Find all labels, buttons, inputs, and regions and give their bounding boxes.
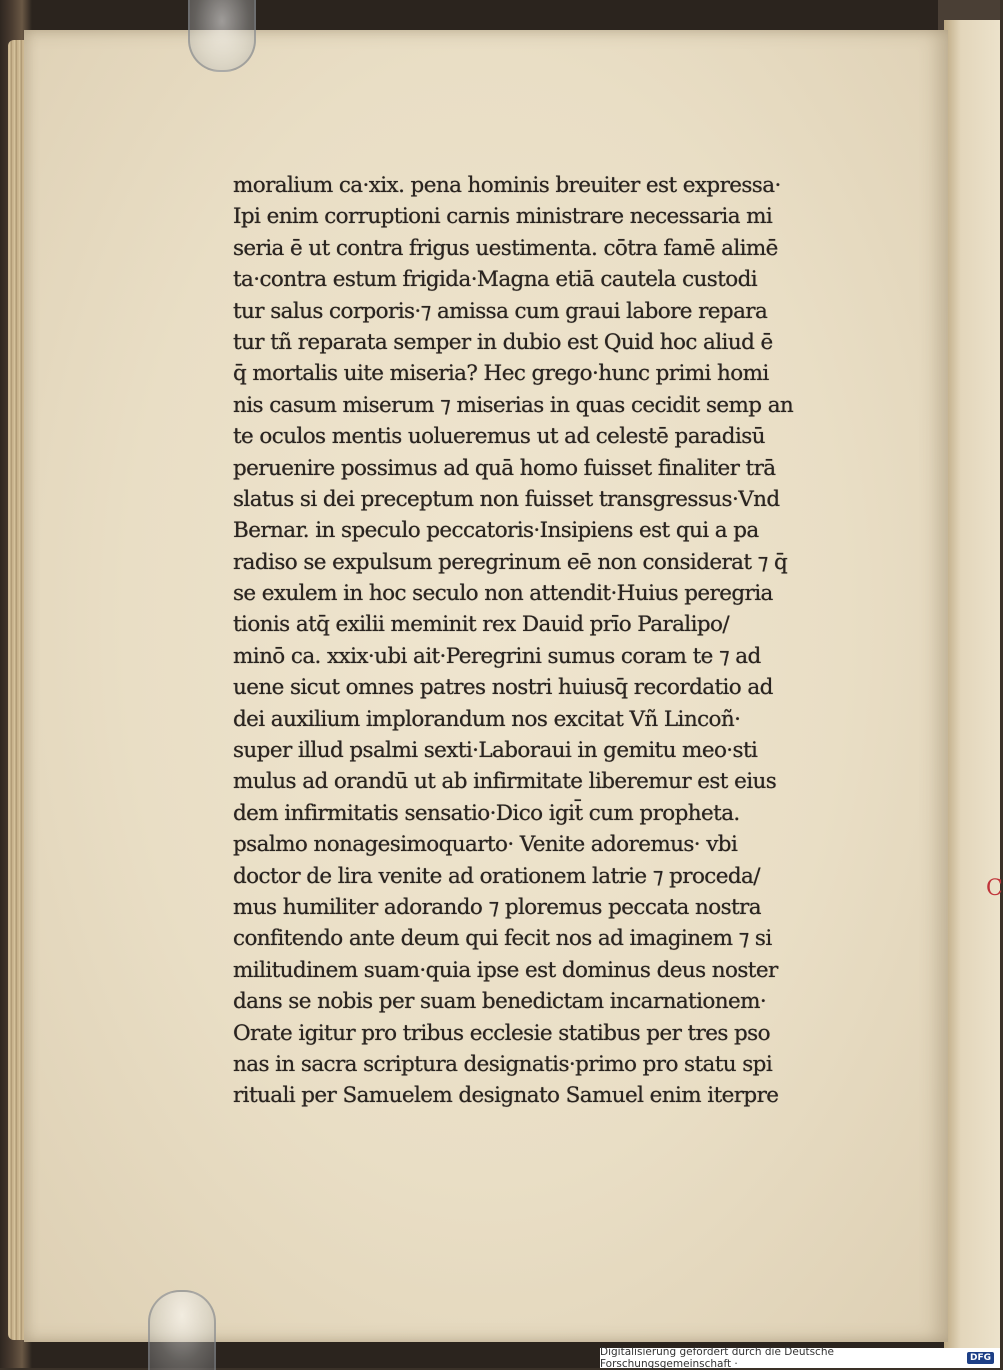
text-line: super illud psalmi sexti·Laboraui in gemitu meo·sti xyxy=(233,738,758,764)
facing-page-edge xyxy=(944,20,1000,1352)
text-line: te oculos mentis uolueremus ut ad celestē paradisū xyxy=(233,424,765,450)
text-line: mulus ad orandū ut ab infirmitate liberemur est eius xyxy=(233,769,777,795)
text-line: nis casum miserum ⁊ miserias in quas cecidit semp an xyxy=(233,392,794,418)
text-line: dans se nobis per suam benedictam incarnationem· xyxy=(233,989,767,1015)
text-line: moralium ca·xix. pena hominis breuiter est expressa· xyxy=(233,173,781,198)
text-line: minō ca. xxix·ubi ait·Peregrini sumus coram te ⁊ ad xyxy=(233,643,761,669)
text-line: tionis atq̄ exilii meminit rex Dauid prīo Paralipo/ xyxy=(233,612,730,638)
text-line: psalmo nonagesimoquarto· Venite adoremus· vbi xyxy=(233,832,738,858)
text-line: militudinem suam·quia ipse est dominus deus noster xyxy=(233,957,778,983)
credit-text: Digitalisierung gefördert durch die Deutsche Forschungsgemeinschaft · xyxy=(600,1346,834,1370)
text-line: doctor de lira venite ad orationem latrie ⁊ proceda/ xyxy=(233,863,760,889)
text-line: dem infirmitatis sensatio·Dico igit̄ cum propheta. xyxy=(233,800,740,826)
text-line: peruenire possimus ad quā homo fuisset finaliter trā xyxy=(233,455,776,481)
text-line: Bernar. in speculo peccatoris·Insipiens est qui a pa xyxy=(233,518,759,544)
text-line: slatus si dei preceptum non fuisset transgressus·Vnd xyxy=(233,486,780,512)
text-line: mus humiliter adorando ⁊ ploremus peccata nostra xyxy=(233,894,761,920)
text-line: dei auxilium implorandum nos excitat Vñ Lincoñ· xyxy=(233,706,741,732)
text-line: radiso se expulsum peregrinum eē non considerat ⁊ q̄ xyxy=(233,549,788,575)
text-line: ta·contra estum frigida·Magna etiā cautela custodi xyxy=(233,267,758,293)
text-line: q̄ mortalis uite miseria? Hec grego·hunc primi homi xyxy=(233,361,769,387)
text-line: se exulem in hoc seculo non attendit·Huius peregria xyxy=(233,581,773,607)
digitization-credit-bar xyxy=(600,1348,1000,1368)
incunable-text-block xyxy=(233,170,845,1112)
page-clip-top xyxy=(188,0,256,72)
page-clip-bottom xyxy=(148,1290,216,1370)
text-line: tur tñ reparata semper in dubio est Quid hoc aliud ē xyxy=(233,329,773,355)
text-line: Orate igitur pro tribus ecclesie statibus per tres pso xyxy=(233,1020,770,1046)
text-line: confitendo ante deum qui fecit nos ad imaginem ⁊ si xyxy=(233,926,772,952)
dfg-logo: DFG xyxy=(967,1352,994,1364)
text-line: seria ē ut contra frigus uestimenta. cōtra famē alimē xyxy=(233,235,778,261)
text-line: tur salus corporis·⁊ amissa cum graui labore repara xyxy=(233,298,768,324)
text-line: uene sicut omnes patres nostri huiusq̄ recordatio ad xyxy=(233,675,773,701)
margin-red-mark: C xyxy=(986,876,1003,901)
text-line: Ipi enim corruptioni carnis ministrare necessaria mi xyxy=(233,204,773,230)
text-line: nas in sacra scriptura designatis·primo pro statu spi xyxy=(233,1051,773,1077)
text-line: rituali per Samuelem designato Samuel enim iterpre xyxy=(233,1083,779,1109)
